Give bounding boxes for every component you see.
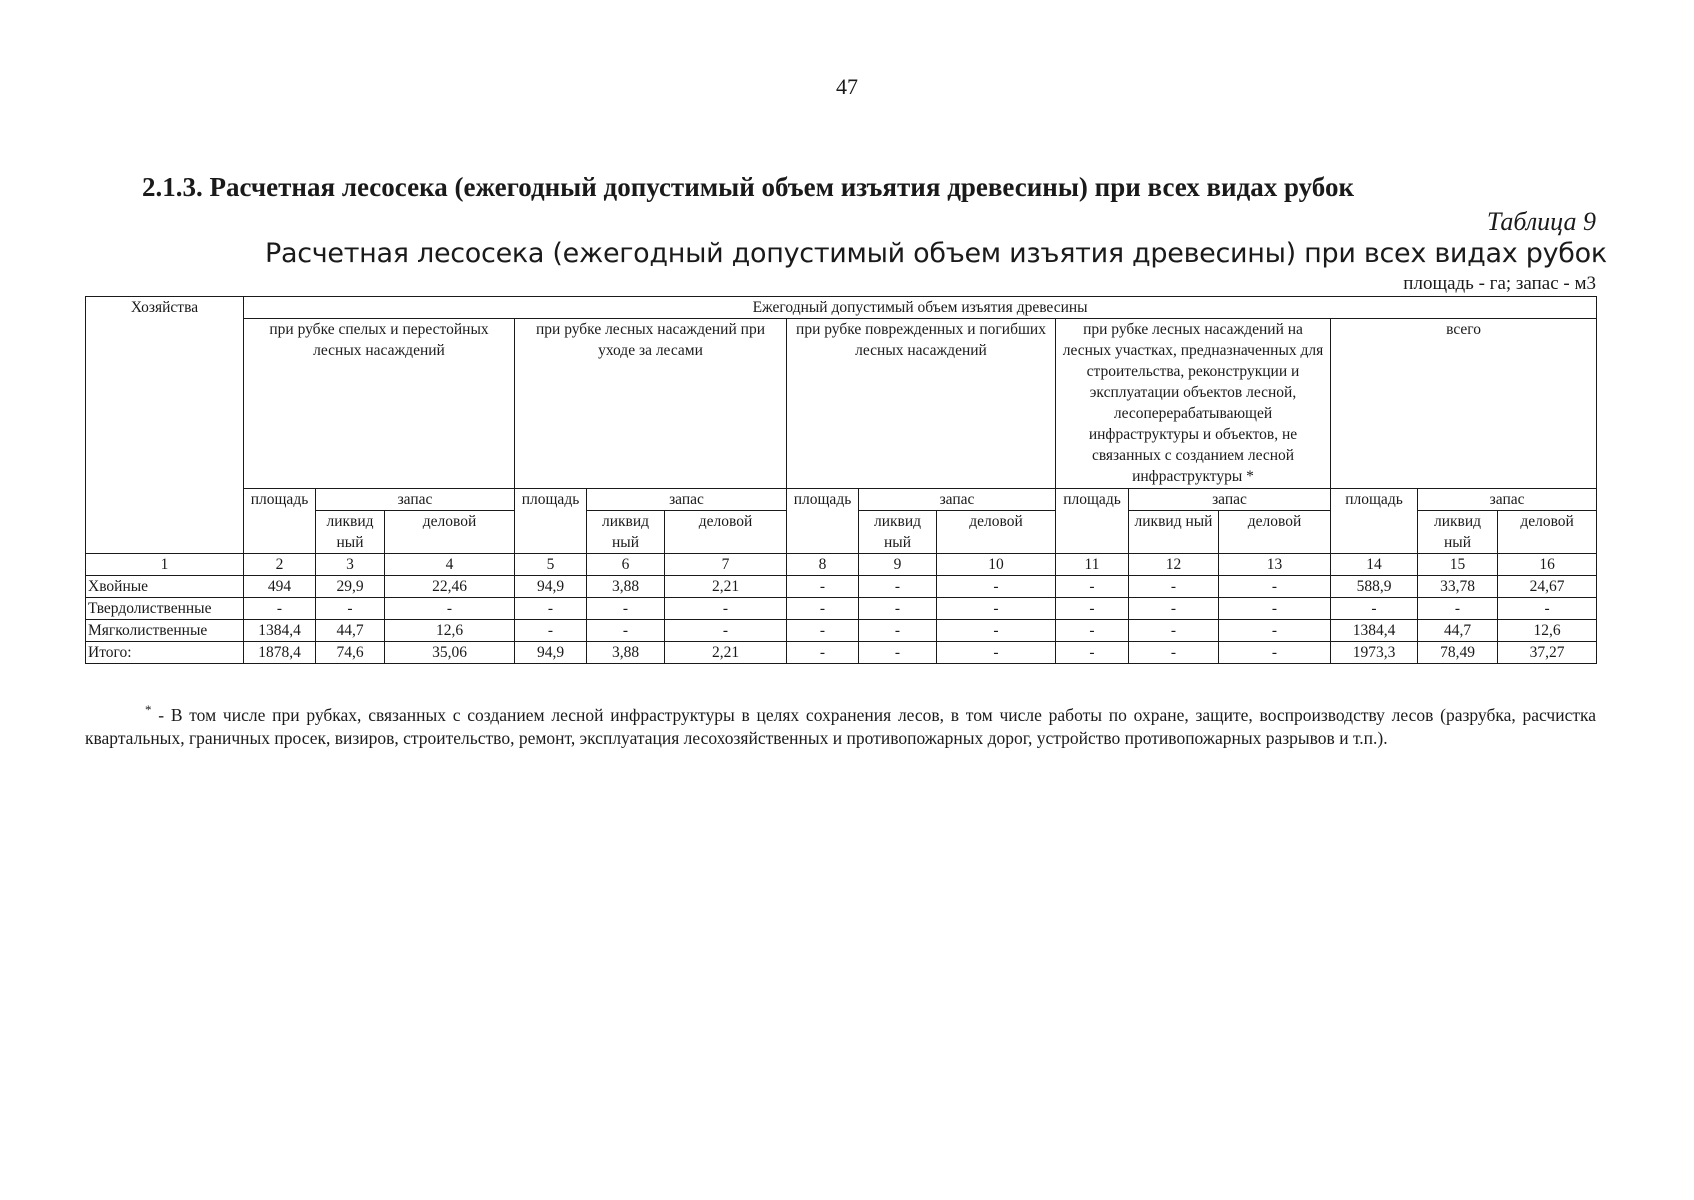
table-cell: -	[1056, 598, 1129, 620]
table-cell: 44,7	[1418, 620, 1498, 642]
table-cell: -	[859, 576, 937, 598]
header-liquid: ликвид ный	[859, 511, 937, 554]
table-cell: -	[937, 598, 1056, 620]
table-cell: -	[787, 620, 859, 642]
table-cell: -	[665, 598, 787, 620]
table-cell: -	[1056, 620, 1129, 642]
footnote-text: - В том числе при рубках, связанных с созданием лесной инфраструктуры в целях сохранения лесов, в том числе работы по охране, защите, воспроизводству лесов (разрубка, расчистка квартальных, граничных просек, визиров, строительство, ремонт, эксплуатация лесохозяйственных и противопожарных дорог, устройство противопожарных разрывов и т.п.).	[85, 705, 1596, 748]
units-note: площадь - га; запас - м3	[1403, 273, 1596, 294]
table-row	[86, 620, 1597, 642]
header-commercial: деловой	[665, 511, 787, 554]
header-liquid: ликвид ный	[1129, 511, 1219, 554]
table-caption: Расчетная лесосека (ежегодный допустимый объем изъятия древесины) при всех видах рубок	[265, 238, 1607, 269]
header-group-total: всего	[1331, 319, 1597, 489]
header-area: площадь	[1331, 489, 1418, 554]
table-cell: -	[1331, 598, 1418, 620]
header-stock: запас	[1129, 489, 1331, 511]
table-cell: 24,67	[1498, 576, 1597, 598]
row-label: Твердолиственные	[86, 598, 244, 620]
table-row	[86, 576, 1597, 598]
table-cell: -	[787, 576, 859, 598]
table-row	[86, 598, 1597, 620]
header-area: площадь	[787, 489, 859, 554]
table-cell: -	[316, 598, 385, 620]
table-cell: -	[787, 598, 859, 620]
table-cell: -	[859, 620, 937, 642]
header-stock: запас	[587, 489, 787, 511]
table-cell: -	[515, 598, 587, 620]
table-cell: 29,9	[316, 576, 385, 598]
header-commercial: деловой	[385, 511, 515, 554]
column-number: 3	[316, 554, 385, 576]
table-cell: 1973,3	[1331, 642, 1418, 664]
column-number: 11	[1056, 554, 1129, 576]
table-cell: -	[937, 620, 1056, 642]
header-group-thinning: при рубке лесных насаждений при уходе за лесами	[515, 319, 787, 489]
table-cell: 12,6	[1498, 620, 1597, 642]
table-cell: 1384,4	[1331, 620, 1418, 642]
row-label: Хвойные	[86, 576, 244, 598]
table-cell: 2,21	[665, 576, 787, 598]
header-group-damaged: при рубке поврежденных и погибших лесных насаждений	[787, 319, 1056, 489]
header-area: площадь	[244, 489, 316, 554]
table-cell: 588,9	[1331, 576, 1418, 598]
footnote	[85, 704, 1596, 750]
table-cell: -	[1129, 620, 1219, 642]
table-cell: 12,6	[385, 620, 515, 642]
section-heading: 2.1.3. Расчетная лесосека (ежегодный допустимый объем изъятия древесины) при всех видах рубок	[142, 172, 1355, 202]
table-cell: -	[859, 642, 937, 664]
table-cell: -	[787, 642, 859, 664]
table-cell: -	[1219, 598, 1331, 620]
column-number: 5	[515, 554, 587, 576]
table-cell: -	[1129, 576, 1219, 598]
column-number: 10	[937, 554, 1056, 576]
table-cell: -	[1129, 598, 1219, 620]
header-liquid: ликвид ный	[1418, 511, 1498, 554]
column-number: 8	[787, 554, 859, 576]
table-cell: -	[1129, 642, 1219, 664]
table-cell: 33,78	[1418, 576, 1498, 598]
table-cell: 1878,4	[244, 642, 316, 664]
header-stock: запас	[316, 489, 515, 511]
header-group-infrastructure: при рубке лесных насаждений на лесных участках, предназначенных для строительства, реконструкции и эксплуатации объектов лесной, лесоперерабатывающей инфраструктуры и объектов, не связанных с созданием лесной инфраструктуры *	[1056, 319, 1331, 489]
table-cell: -	[515, 620, 587, 642]
table-cell: -	[244, 598, 316, 620]
header-stock: запас	[1418, 489, 1597, 511]
column-number: 2	[244, 554, 316, 576]
table-cell: -	[587, 598, 665, 620]
table-cell: 37,27	[1498, 642, 1597, 664]
column-number: 14	[1331, 554, 1418, 576]
table-cell: -	[1219, 642, 1331, 664]
allowable-cut-table	[85, 296, 1597, 664]
column-number: 15	[1418, 554, 1498, 576]
row-label: Мягколиственные	[86, 620, 244, 642]
table-cell: 78,49	[1418, 642, 1498, 664]
header-commercial: деловой	[937, 511, 1056, 554]
table-cell: -	[1418, 598, 1498, 620]
table-cell: -	[1219, 576, 1331, 598]
table-cell: -	[1219, 620, 1331, 642]
table-cell: 44,7	[316, 620, 385, 642]
table-label: Таблица 9	[1486, 207, 1596, 236]
header-stock: запас	[859, 489, 1056, 511]
column-number: 4	[385, 554, 515, 576]
row-label: Итого:	[86, 642, 244, 664]
table-cell: 2,21	[665, 642, 787, 664]
page-number: 47	[836, 74, 858, 99]
table-cell: 74,6	[316, 642, 385, 664]
table-cell: -	[587, 620, 665, 642]
column-number: 7	[665, 554, 787, 576]
header-commercial: деловой	[1498, 511, 1597, 554]
table-cell: -	[1056, 576, 1129, 598]
table-cell: -	[1056, 642, 1129, 664]
table-cell: -	[937, 642, 1056, 664]
table-cell: 35,06	[385, 642, 515, 664]
header-group-mature: при рубке спелых и перестойных лесных насаждений	[244, 319, 515, 489]
column-number: 13	[1219, 554, 1331, 576]
header-liquid: ликвид ный	[587, 511, 665, 554]
table-cell: 494	[244, 576, 316, 598]
table-cell: -	[1498, 598, 1597, 620]
table-cell: -	[937, 576, 1056, 598]
table-cell: -	[665, 620, 787, 642]
table-cell: 94,9	[515, 576, 587, 598]
column-number: 16	[1498, 554, 1597, 576]
table-cell: -	[385, 598, 515, 620]
header-liquid: ликвид ный	[316, 511, 385, 554]
header-area: площадь	[515, 489, 587, 554]
column-number-row	[86, 554, 1597, 576]
footnote-mark: *	[145, 702, 152, 718]
column-number: 1	[86, 554, 244, 576]
header-annual-volume: Ежегодный допустимый объем изъятия древесины	[244, 297, 1597, 319]
column-number: 6	[587, 554, 665, 576]
table-cell: 1384,4	[244, 620, 316, 642]
table-cell: 94,9	[515, 642, 587, 664]
table-cell: 3,88	[587, 576, 665, 598]
table-cell: 22,46	[385, 576, 515, 598]
column-number: 9	[859, 554, 937, 576]
column-number: 12	[1129, 554, 1219, 576]
table-row-total	[86, 642, 1597, 664]
header-area: площадь	[1056, 489, 1129, 554]
table-cell: 3,88	[587, 642, 665, 664]
header-commercial: деловой	[1219, 511, 1331, 554]
table-cell: -	[859, 598, 937, 620]
header-farms: Хозяйства	[86, 297, 244, 554]
